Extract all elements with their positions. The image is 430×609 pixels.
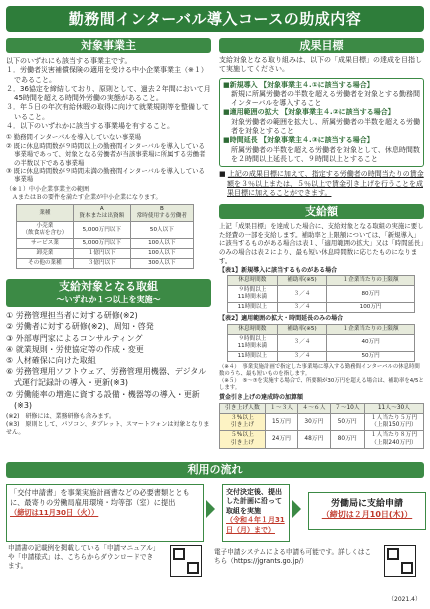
table-cell: １人当たり５万円 （上限150万円） [364,413,423,430]
table1-row [228,303,415,313]
table-cell: その他の業種 [17,259,74,269]
table-cell: 5,000万円以下 [73,222,130,239]
flow-step-1 [6,484,204,542]
table-cell: 11時間以上 [228,303,278,313]
table-header: 休息時間数 [228,276,278,286]
section-measures-sub: ～いずれか１つ以上を実施～ [56,295,161,305]
measure-note: (※3) 原則として、パソコン、タブレット、スマートフォンは対象となりません。 [6,421,210,437]
sme-table-row [17,239,194,249]
table1 [227,275,415,313]
measure-item: ④ 就業規則・労使協定等の作成・変更 [6,344,144,354]
table2-title: 【表2】適用範囲の拡大・時間延長のみの場合 [219,315,344,323]
measure-item: ⑤ 人材確保に向けた取組 [6,356,96,366]
table-cell: ５%以上 引き上げ [220,431,266,448]
payment-intro: 上記「成果目標」を達成した場合に、支給対象となる取組の実施に要した経費の一部を支給します。補助率と上限額については、「新規導入」に該当するものがある場合は表１、「適用範囲の拡大」又は「時間延長」のみの場合は表２により、最も短い休息時間数に応じたものになります。 [219,222,424,265]
sme-table-row [17,259,194,269]
table-cell: 40万円 [327,334,415,351]
table-cell: サービス業 [17,239,74,249]
table-header: 業種 [17,205,74,222]
table-header: B 常時使用する労働者 [130,205,193,222]
wage-note: ■ 上記の成果目標に加えて、指定する労働者の時間当たりの賃金額を３％以上または、５％以上で賃金引き上げを行うことを成果目標に加えることができます。 [219,170,424,197]
table-header: ４～６人 [298,403,330,413]
right-column [219,38,424,449]
rate-table [219,403,424,449]
measure-note: (※2) 研修には、業務研修も含みます。 [6,413,116,421]
table-cell: 卸売業 [17,249,74,259]
sme-note-sub: ＡまたはＢの要件を満たす企業が中小企業になります。 [12,194,162,202]
section-measures [6,279,211,307]
section-measures-title: 支給対象となる取組 [59,280,158,294]
table1-row [228,286,415,303]
flow-step-3-text: 労働局に支給申請 [330,499,403,509]
payment-note: （※４） 事業実施計画で指定した事業場に導入する勤務間インターバルの休息時間数のうち、最も短いものを指します。 [219,363,420,377]
rate-title: 賃金引き上げの達成時の加算額 [219,393,304,401]
table-cell: ３億円以下 [73,259,130,269]
flow-step-3-deadline: （締切は２月10日(木)） [321,510,413,519]
sme-table-row [17,249,194,259]
table-cell: 11時間以上 [228,351,278,361]
goal-title: ■新規導入 【対象事業主４.①に該当する場合】 [223,80,374,89]
condition-item: ３．年５日の年次有給休暇の取得に向けて就業規則等を整備していること。 [6,103,209,121]
table-header: １～３人 [265,403,297,413]
measure-item: ① 労務管理担当者に対する研修(※2) [6,311,138,321]
table-cell: 100万円 [327,303,415,313]
arrow-icon [206,500,215,518]
table-cell: ３／４ [277,351,327,361]
table-header: 補助率(※5) [277,276,327,286]
goal-body: 対象労働者の範囲を拡大し、所属労働者の半数を超える労働者を対象とすること [231,117,420,136]
table-header: ７～10人 [330,403,364,413]
goal-body: 新規に所属労働者の半数を超える労働者を対象とする勤務間インターバルを導入すること [231,89,420,108]
table-cell: ３／４ [277,303,327,313]
measure-item: ⑦ 労働能率の増進に資する設備・機器等の導入・更新(※3) [6,389,200,410]
flow-step-2 [222,484,290,542]
page-title: 勤務間インターバル導入コースの助成内容 [6,6,424,32]
table2-row [228,351,415,361]
table-cell: 50万円 [330,413,364,430]
goals-intro: 支給対象となる取り組みは、以下の「成果目標」の達成を目指して実施してください。 [219,56,422,74]
table-cell: 48万円 [298,431,330,448]
condition-item: １．労働者災害補償保険の適用を受ける中小企業事業主（※１）であること。 [6,66,208,84]
table-cell: 50万円 [327,351,415,361]
goal-title: ■適用範囲の拡大 【対象事業主４.②に該当する場合】 [223,108,395,117]
measure-item: ② 労働者に対する研修(※2)、周知・啓発 [6,322,154,332]
eligible-intro: 以下のいずれにも該当する事業主です。 [6,57,132,65]
goals-box [219,78,424,168]
section-eligible-employers: 対象事業主 [6,38,211,53]
footer-right-text: 電子申請システムによる申請も可能です。詳しくはこちら（https://jgrants.go.jp/） [214,548,372,565]
measures-notes [6,413,211,438]
table-cell: 30万円 [298,413,330,430]
sme-table-row [17,222,194,239]
eligibility-conditions [6,66,211,131]
measures-list [6,310,211,411]
sme-note-title: （※１）中小企業事業主の範囲 [6,185,90,193]
workplace-item: ③ 既に休息時間数が９時間未満の勤務間インターバルを導入している事業場 [6,167,205,184]
table-header: 11人～30人 [364,403,423,413]
measure-item: ⑥ 労務管理用ソフトウェア、労務管理用機器、デジタル式運行記録計の導入・更新(※3) [6,367,207,388]
table-cell: １億円以下 [73,249,130,259]
table-header: １企業当たりの上限額 [327,276,415,286]
flow-step-1-text: 「交付申請書」を事業実施計画書などの必要書類とともに、最寄りの労働局雇用環境・均等部（室）に提出 [10,488,190,507]
table-cell: 100人以下 [130,239,193,249]
qr-code-icon[interactable] [384,545,416,577]
payment-notes [219,364,424,392]
section-payment: 支給額 [219,204,424,219]
table2 [227,324,415,362]
footer-left-text: 申請書の記載例を掲載している「申請マニュアル」や「申請様式」は、こちらからダウンロードできます。 [8,544,157,570]
table1-title: 【表1】新規導入に該当するものがある場合 [219,267,338,275]
table-header: 引き上げ人数 [220,403,266,413]
workplace-item: ① 勤務間インターバルを導入していない事業場 [6,133,141,142]
flow-step-2-deadline: （令和４年１月31日（月）まで） [226,516,285,534]
table-cell: ３／４ [277,286,327,303]
table-cell: ３／４ [277,334,327,351]
wage-note-text: 上記の成果目標に加えて、指定する労働者の時間当たりの賃金額を３％以上または、５％以上で賃金引き上げを行うことを成果目標に加えることができます。 [227,170,424,197]
payment-note: （※５） ⑤〜⑦を実施する場合で、所要額が30万円を超える場合は、補助率を4/5とします。 [219,377,424,391]
table-cell: ９時間以上 11時間未満 [228,286,278,303]
table-cell: 50人以下 [130,222,193,239]
flow-step-3 [308,492,426,530]
table-cell: １人当たり８万円 （上限240万円） [364,431,423,448]
sme-table [16,204,194,269]
section-flow: 利用の流れ [6,462,424,478]
workplace-types [6,133,211,183]
left-column [6,38,211,438]
arrow-icon [292,500,301,518]
table-header: 補助率(※5) [277,324,327,334]
section-goals: 成果目標 [219,38,424,53]
table2-row [228,334,415,351]
goals-list [223,81,420,165]
table-cell: 80万円 [327,286,415,303]
year-stamp: （2021.4） [388,596,421,603]
rate-table-row [220,431,424,448]
table-cell: ３%以上 引き上げ [220,413,266,430]
table-cell: 15万円 [265,413,297,430]
table-cell: ９時間以上 11時間未満 [228,334,278,351]
rate-table-row [220,413,424,430]
qr-code-icon[interactable] [170,545,202,577]
flow-step-2-text: 交付決定後、提出した計画に沿って取組を実施 [226,488,282,515]
table-header: A 資本または出資額 [73,205,130,222]
workplace-item: ② 既に休息時間数が９時間以上の勤務間インターバルを導入している事業場であって、対象となる労働者が当該事業場に所属する労働者の半数以下である事業場 [6,141,206,167]
table-header: 休息時間数 [228,324,278,334]
flow-step-1-deadline: （締切は11月30日（火）） [10,507,99,517]
table-header: １企業当たりの上限額 [327,324,415,334]
goal-body: 所属労働者の半数を超える労働者を対象として、休息時間数を２時間以上延長して、９時間以上とすること [231,145,420,163]
condition-item: ４．以下のいずれかに該当する事業場を有すること。 [6,122,174,131]
table-cell: 80万円 [330,431,364,448]
measure-item: ③ 外部専門家によるコンサルティング [6,333,143,343]
table-cell: 小売業 （飲食店を含む） [17,222,74,239]
table-cell: 300人以下 [130,259,193,269]
condition-item: ２．36協定を締結しており、原則として、過去２年間において月45時間を超える時間外労働の実態があること。 [6,84,211,103]
table-cell: 24万円 [265,431,297,448]
goal-title: ■時間延長 【対象事業主４.③に該当する場合】 [223,136,374,145]
table-cell: 100人以下 [130,249,193,259]
table-cell: 5,000万円以下 [73,239,130,249]
